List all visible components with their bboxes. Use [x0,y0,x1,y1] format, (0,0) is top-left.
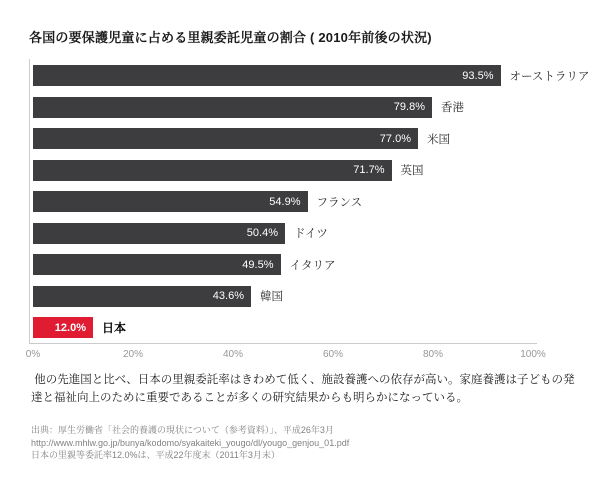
bar-row [33,223,533,244]
bar [33,191,308,212]
bar-row [33,317,533,338]
source-url: http://www.mhlw.go.jp/bunya/kodomo/syakaiteki_yougo/dl/yougo_genjou_01.pdf [31,437,350,448]
bar [33,128,418,149]
bar-category-label: オーストラリア [509,70,590,83]
y-axis-line [29,59,30,344]
bar-value-label: 12.0% [54,321,86,334]
x-axis-ticks [25,349,546,363]
bar-row [33,128,533,149]
bar-category-label: 日本 [102,321,127,335]
x-tick-label: 0% [25,349,41,360]
bar [33,223,285,244]
bar-value-label: 54.9% [269,195,301,208]
source-line: 出典：厚生労働省「社会的養護の現状について（参考資料）」、平成26年3月 [31,425,334,435]
bar [33,65,501,86]
bar-value-label: 79.8% [393,101,425,113]
bar-value-label: 93.5% [462,69,494,82]
bar-value-label: 77.0% [379,132,411,145]
x-tick-label: 80% [422,349,444,360]
bar-category-label: 英国 [400,165,424,177]
bar-row [33,65,590,86]
bar-category-label: 香港 [441,102,464,114]
source-block [31,424,349,462]
bar [33,254,281,275]
bar-row [33,97,533,118]
bar-row [33,286,533,307]
bar-value-label: 50.4% [246,227,278,239]
bar-category-label: 韓国 [260,291,283,303]
bar-category-label: フランス [316,196,363,209]
bar-value-label: 49.5% [242,258,274,271]
bar-value-label: 43.6% [212,290,244,302]
x-axis-line [29,343,537,344]
bar-highlight [33,317,93,338]
bar-row [33,191,533,212]
x-tick-label: 40% [222,349,244,360]
description-text: 他の先進国と比べ、日本の里親委託率はきわめて低く、施設養護への依存が高い。家庭養護は子どもの発達と福祉向上のために重要であることが多くの研究結果からも明らかになっている。 [31,374,575,405]
bar-rows [33,65,590,338]
source-note: 日本の里親等委託率12.0%は、平成22年度末（2011年3月末） [31,450,280,461]
bar-value-label: 71.7% [353,164,385,176]
x-tick-label: 60% [322,349,344,360]
bar-chart [25,65,590,360]
bar-category-label: 米国 [427,133,450,146]
bar-row [33,254,533,275]
bar-row [33,160,533,181]
x-tick-label: 20% [122,349,144,360]
bar [33,160,392,181]
bar-category-label: イタリア [289,259,336,272]
bar-category-label: ドイツ [294,228,328,240]
bar [33,286,251,307]
x-tick-label: 100% [520,349,546,360]
bar [33,97,432,118]
chart-title: 各国の要保護児童に占める里親委託児童の割合 ( 2010年前後の状況) [29,30,432,45]
plot-area [25,65,590,360]
